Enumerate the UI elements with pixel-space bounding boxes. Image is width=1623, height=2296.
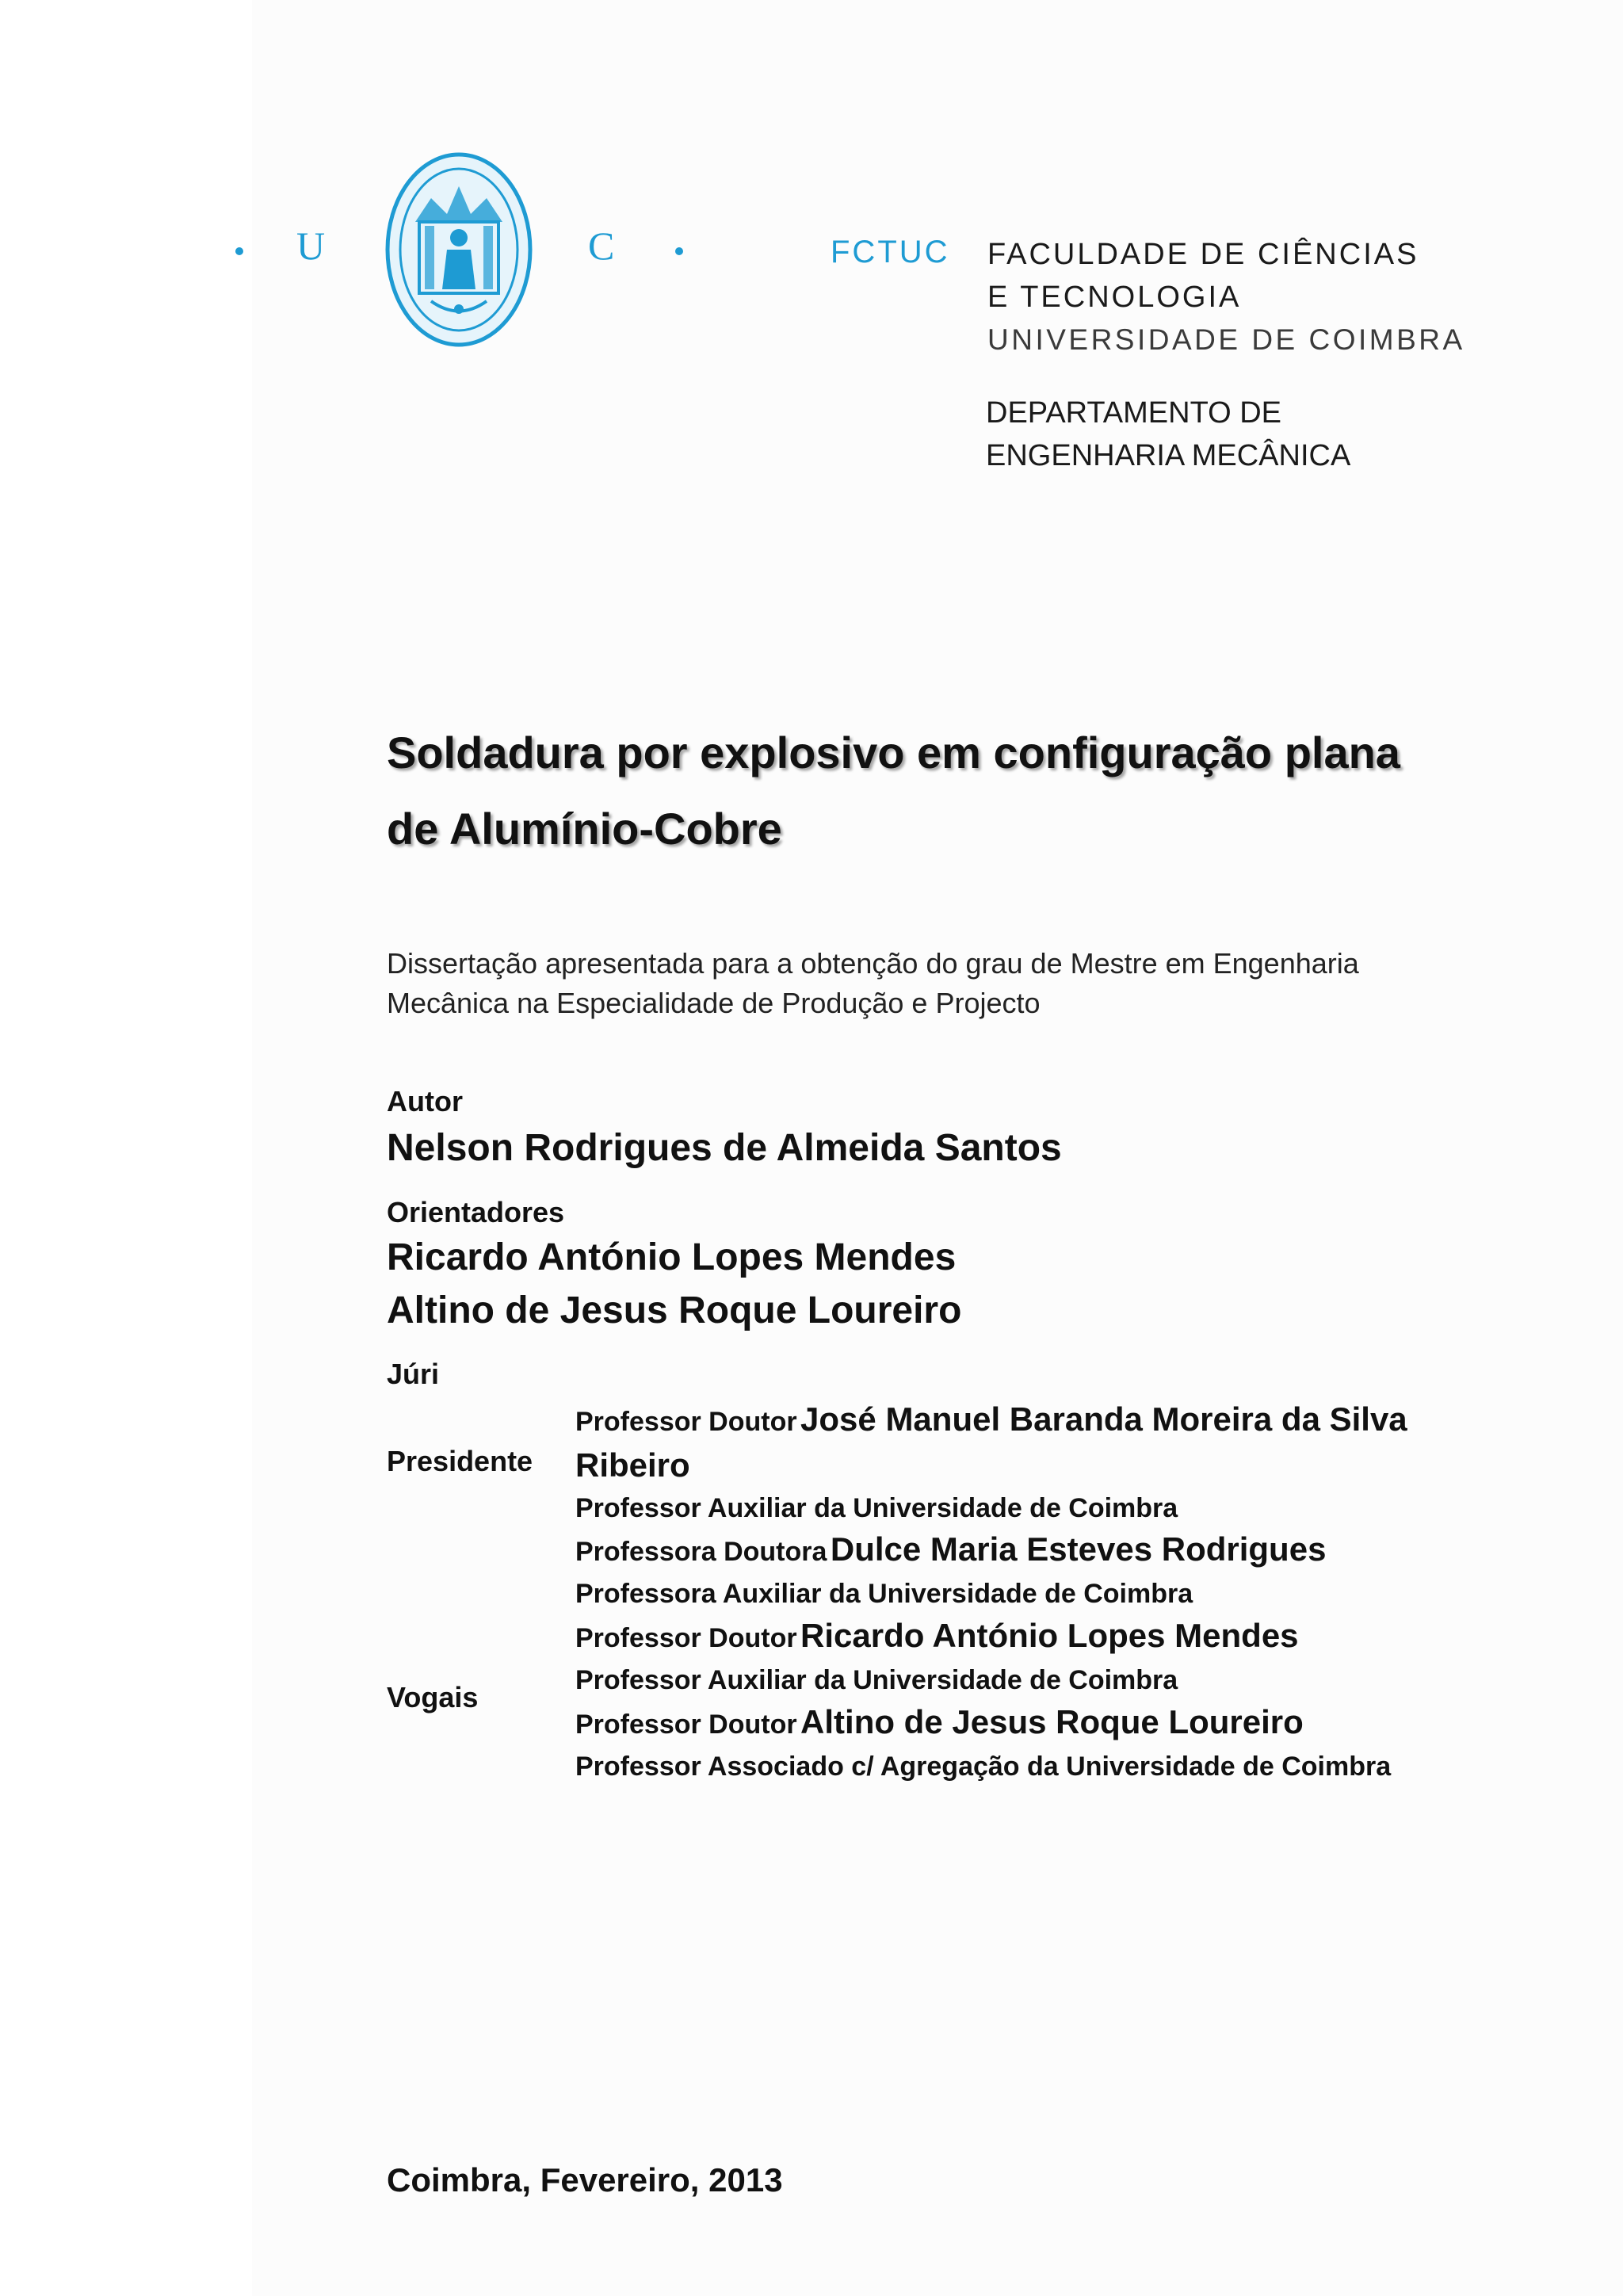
jury-label: Júri: [387, 1358, 440, 1390]
thesis-title-line-2: de Alumínio-Cobre: [387, 804, 782, 854]
jury-president-affiliation: Professor Auxiliar da Universidade de Coimbra: [575, 1493, 1178, 1523]
jury-member-line: [575, 1530, 1327, 1568]
department-line-2: ENGENHARIA MECÂNICA: [986, 439, 1351, 472]
jury-title-prefix: Professor Doutor: [575, 1710, 797, 1740]
jury-president-line: [575, 1400, 1407, 1438]
jury-member-line: [575, 1619, 1299, 1652]
fctuc-logo-text: FCTUC: [831, 235, 950, 269]
place-date: Coimbra, Fevereiro, 2013: [387, 2161, 783, 2199]
jury-title-prefix: Professor Doutor: [575, 1407, 797, 1437]
jury-president-name-continued: [575, 1446, 690, 1484]
logo-letter-c: C: [588, 223, 615, 268]
faculty-name-line-1: FACULDADE DE CIÊNCIAS: [987, 238, 1419, 271]
jury-member-affiliation: Professora Auxiliar da Universidade de Coimbra: [575, 1579, 1193, 1609]
jury-member-affiliation: Professor Associado c/ Agregação da Universidade de Coimbra: [575, 1752, 1392, 1782]
thesis-title-line-1: Soldadura por explosivo em configuração plana: [387, 728, 1400, 777]
jury-president-name-2: Ribeiro: [575, 1446, 690, 1484]
jury-title-prefix: Professor Doutor: [575, 1623, 797, 1653]
author-label: Autor: [387, 1085, 463, 1117]
faculty-name-line-2: E TECNOLOGIA: [987, 281, 1242, 314]
jury-president-name: José Manuel Baranda Moreira da Silva: [800, 1400, 1407, 1438]
university-name: UNIVERSIDADE DE COIMBRA: [987, 323, 1465, 356]
president-label: Presidente: [387, 1445, 533, 1477]
description-line-2: Mecânica na Especialidade de Produção e Projecto: [387, 987, 1041, 1019]
jury-member-name: Ricardo António Lopes Mendes: [800, 1617, 1299, 1654]
author-name: Nelson Rodrigues de Almeida Santos: [387, 1127, 1062, 1169]
jury-title-prefix: Professora Doutora: [575, 1537, 827, 1567]
jury-member-line: [575, 1703, 1304, 1740]
members-label: Vogais: [387, 1681, 479, 1713]
advisor-name-2: Altino de Jesus Roque Loureiro: [387, 1289, 962, 1331]
description-line-1: Dissertação apresentada para a obtenção do grau de Mestre em Engenharia: [387, 947, 1359, 980]
logo-dot: [675, 247, 683, 255]
department-line-1: DEPARTAMENTO DE: [986, 396, 1282, 430]
jury-member-affiliation: Professor Auxiliar da Universidade de Coimbra: [575, 1665, 1178, 1695]
jury-member-name: Dulce Maria Esteves Rodrigues: [830, 1530, 1327, 1568]
advisors-label: Orientadores: [387, 1196, 565, 1228]
jury-member-name: Altino de Jesus Roque Loureiro: [800, 1703, 1304, 1740]
university-seal-icon: [384, 151, 534, 349]
logo-dot: [235, 247, 243, 255]
logo-letter-u: U: [296, 223, 326, 268]
advisor-name-1: Ricardo António Lopes Mendes: [387, 1236, 957, 1278]
